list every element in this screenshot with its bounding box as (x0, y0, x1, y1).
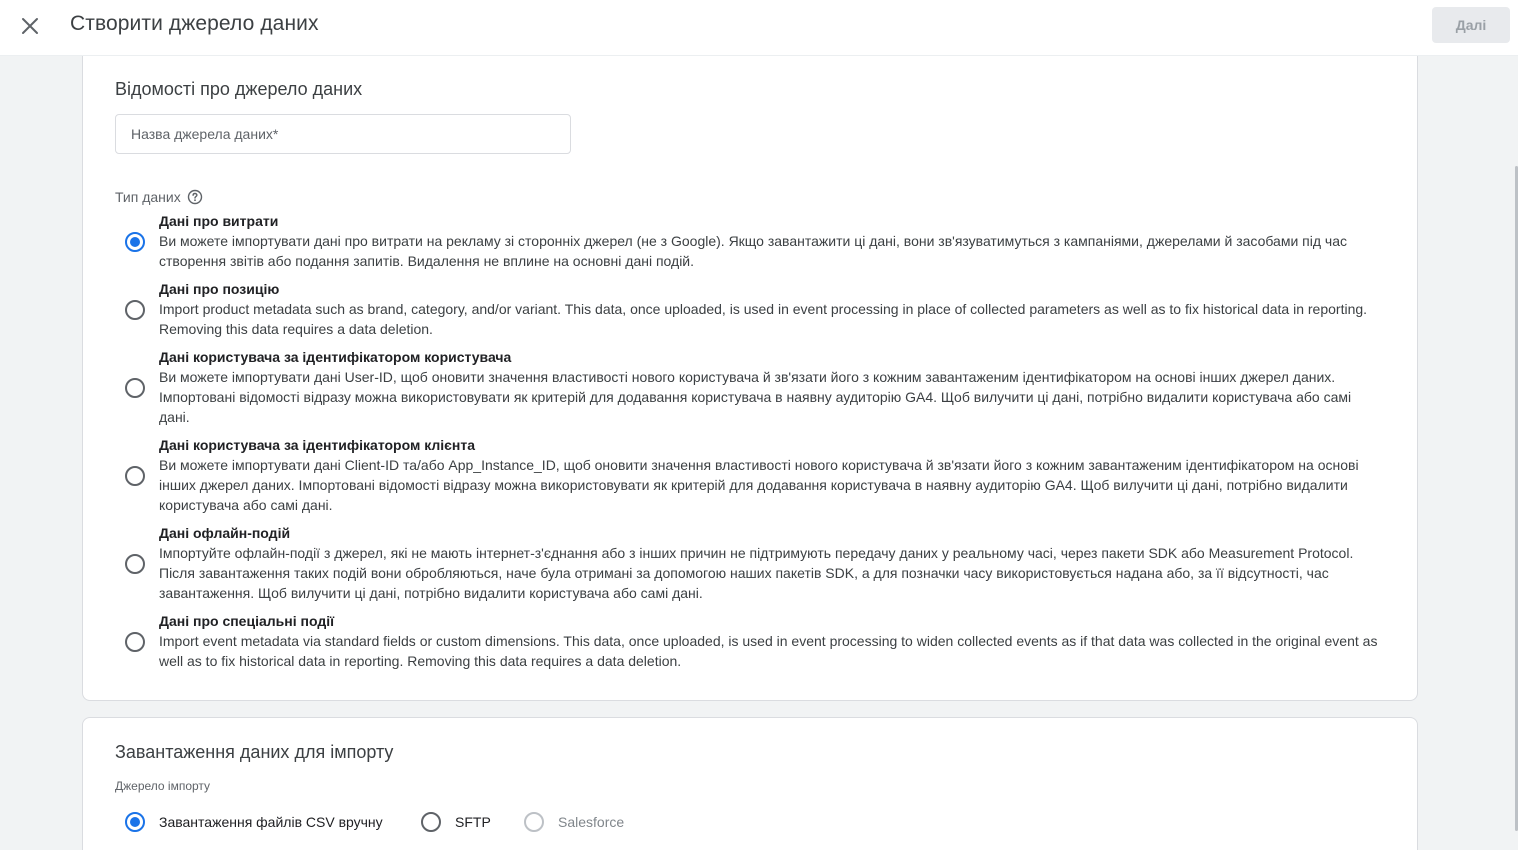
main-content (0, 56, 1518, 850)
option-description: Ви можете імпортувати дані User-ID, щоб оновити значення властивості нового користувача й зв'язати його з кожним завантаженим ідентифікатором на основі інших джерел даних. Імпортовані відомості відразу можна використовувати як критерій для додавання користувача в наявну аудиторію GA4. Щоб вилучити ці дані, потрібно видалити користувача або самі дані. (159, 369, 1352, 425)
radio-item[interactable] (125, 300, 145, 320)
option-title: Дані про витрати (159, 213, 279, 229)
section-title-details: Відомості про джерело даних (115, 79, 363, 99)
data-type-option-user-id[interactable] (115, 347, 1395, 427)
source-label: Salesforce (558, 814, 625, 830)
option-title: Дані користувача за ідентифікатором клієнта (159, 437, 476, 453)
source-option-csv[interactable] (125, 810, 383, 834)
option-description: Ви можете імпортувати дані про витрати на рекламу зі сторонніх джерел (не з Google). Якщо завантажити ці дані, вони зв'язуватимуться з кампаніями, джерелами й засобами під час створення звітів або подання запитів. Видалення не вплине на основні дані подій. (159, 233, 1348, 269)
data-source-name-input[interactable] (115, 114, 571, 154)
data-type-option-offline-events[interactable] (115, 523, 1395, 603)
section-title-upload: Завантаження даних для імпорту (115, 742, 394, 762)
radio-offline-events[interactable] (125, 554, 145, 574)
close-button[interactable] (14, 10, 46, 42)
radio-client-id[interactable] (125, 466, 145, 486)
option-title: Дані користувача за ідентифікатором користувача (159, 349, 512, 365)
next-button[interactable]: Далі (1432, 7, 1510, 43)
upload-data-card (82, 717, 1418, 850)
data-type-option-custom-events[interactable] (115, 611, 1395, 671)
source-option-sftp[interactable] (421, 810, 491, 834)
option-title: Дані офлайн-подій (159, 525, 291, 541)
radio-sftp[interactable] (421, 812, 441, 832)
import-source-label: Джерело імпорту (115, 779, 211, 793)
top-app-bar (0, 0, 1518, 56)
option-title: Дані про спеціальні події (159, 613, 335, 629)
radio-user-id[interactable] (125, 378, 145, 398)
help-icon[interactable] (187, 189, 203, 205)
data-type-label-text: Тип даних (115, 189, 181, 205)
option-description: Import product metadata such as brand, category, and/or variant. This data, once uploaded, is used in event processing in place of collected parameters as well as to fix historical data in reporting. Removing this data requires a data deletion. (159, 301, 1368, 337)
data-type-label (115, 189, 203, 205)
close-icon (21, 17, 39, 35)
radio-custom-events[interactable] (125, 632, 145, 652)
option-title: Дані про позицію (159, 281, 280, 297)
radio-cost[interactable] (125, 232, 145, 252)
radio-salesforce (524, 812, 544, 832)
page-title: Створити джерело даних (70, 12, 319, 35)
source-label: SFTP (455, 814, 491, 830)
option-description: Import event metadata via standard fields or custom dimensions. This data, once uploaded, is used in event processing to widen collected events as if that data was collected in the original event as well as to fix historical data in reporting. Removing this data requires a data deletion. (159, 633, 1378, 669)
source-option-salesforce (524, 810, 624, 834)
data-type-option-item[interactable] (115, 279, 1395, 339)
data-type-option-client-id[interactable] (115, 435, 1395, 515)
data-type-option-cost[interactable] (115, 211, 1395, 271)
radio-csv[interactable] (125, 812, 145, 832)
option-description: Імпортуйте офлайн-події з джерел, які не мають інтернет-з'єднання або з інших причин не підтримують передачу даних у реальному часі, через пакети SDK або Measurement Protocol. Після завантаження таких подій вони обробляються, наче була отримані за допомогою наших пакетів SDK, а для позначки часу використовується надана або, за її відсутності, час завантаження. Щоб вилучити ці дані, потрібно видалити користувача або самі дані. (159, 545, 1354, 601)
source-label: Завантаження файлів CSV вручну (159, 814, 383, 830)
data-source-details-card (82, 56, 1418, 701)
option-description: Ви можете імпортувати дані Client-ID та/або App_Instance_ID, щоб оновити значення властивості нового користувача й зв'язати його з кожним завантаженим ідентифікатором на основі інших джерел даних. Імпортовані відомості відразу можна використовувати як критерій для додавання користувача в наявну аудиторію GA4. Щоб вилучити ці дані, потрібно видалити користувача або самі дані. (159, 457, 1359, 513)
